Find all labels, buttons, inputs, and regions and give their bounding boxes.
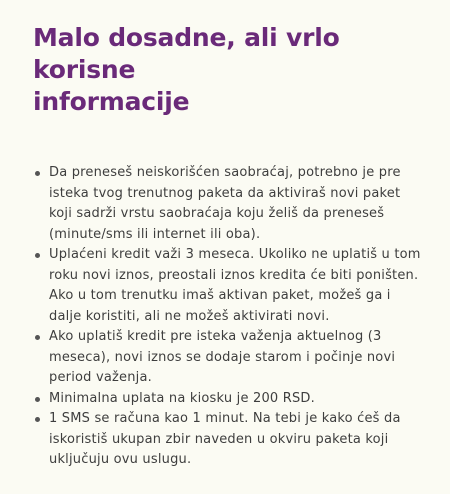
info-list-item <box>33 327 422 389</box>
bullet-icon <box>35 417 40 422</box>
info-list-item-text: 1 SMS se računa kao 1 minut. Na tebi je kako ćeš da iskoristiš ukupan zbir naveden u okviru paketa koji uključuju ovu uslugu. <box>49 411 401 467</box>
info-list-item <box>33 245 422 327</box>
bullet-icon <box>35 253 40 258</box>
section-title-line-1: Malo dosadne, ali vrlo korisne <box>33 23 340 84</box>
info-list-item-text: Minimalna uplata na kiosku je 200 RSD. <box>49 390 315 406</box>
info-list-item-text: Da preneseš neiskorišćen saobraćaj, potrebno je pre isteka tvog trenutnog paketa da aktiviraš novi paket koji sadrži vrstu saobraćaja koju želiš da preneseš (minute/sms ili internet ili oba). <box>49 165 401 242</box>
section-title-line-2: informacije <box>33 87 190 116</box>
info-list-item <box>33 409 422 471</box>
section-title <box>33 22 422 118</box>
info-list <box>33 163 422 471</box>
info-list-item-text: Uplaćeni kredit važi 3 meseca. Ukoliko ne uplatiš u tom roku novi iznos, preostali iznos kredita će biti poništen. Ako u tom trenutku imaš aktivan paket, možeš ga i dalje koristiti, ali ne možeš aktivirati novi. <box>49 247 421 324</box>
bullet-icon <box>35 397 40 402</box>
bullet-icon <box>35 335 40 340</box>
info-list-item <box>33 163 422 245</box>
info-list-item-text: Ako uplatiš kredit pre isteka važenja aktuelnog (3 meseca), novi iznos se dodaje starom i počinje novi period važenja. <box>49 329 396 385</box>
bullet-icon <box>35 171 40 176</box>
info-list-item <box>33 389 422 410</box>
